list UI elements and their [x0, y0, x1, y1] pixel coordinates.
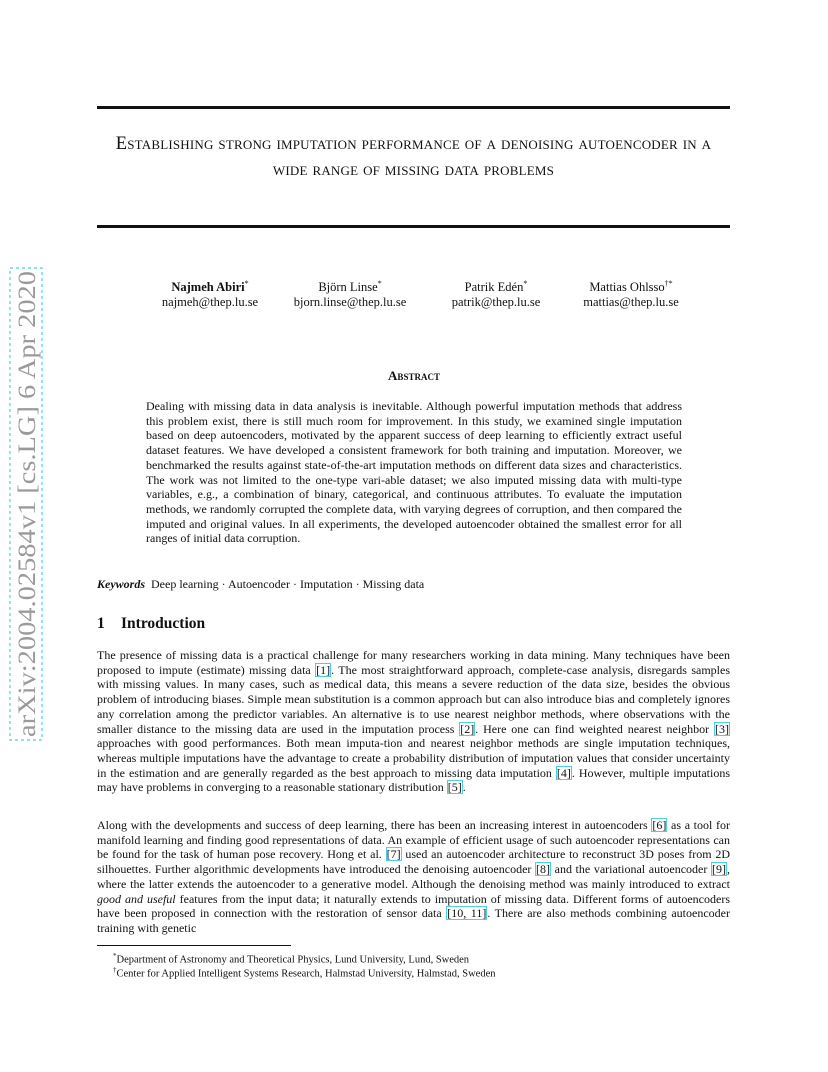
section-heading [97, 615, 205, 633]
paragraph-text: used an autoencoder architecture to reconstruct 3D poses from 2D silhouettes. Further algorithmic developments have introduced the denoising autoencoder [97, 847, 730, 877]
body-paragraph [97, 818, 730, 936]
body-paragraph [97, 648, 730, 795]
section-title: Introduction [121, 615, 206, 632]
author-affil-mark: †* [664, 279, 673, 288]
footnote-mark: * [113, 952, 117, 960]
author-2 [270, 276, 430, 310]
paragraph-text: , where the latter extends the autoencoder to a generative model. Although the denoising method was mainly introduced to extract [97, 862, 730, 891]
paragraph-text: features from the input data; it naturally extends to imputation of missing data. Different forms of autoencoders have been proposed in connection with the restoration of sensor data [97, 891, 730, 921]
author-email[interactable]: bjorn.linse@thep.lu.se [293, 295, 407, 310]
author-name: Björn Linse [318, 280, 378, 295]
arxiv-stamp[interactable] [6, 266, 46, 742]
author-1 [130, 276, 290, 310]
footnote-2 [113, 964, 496, 981]
footnote-text: Department of Astronomy and Theoretical Physics, Lund University, Lund, Sweden [116, 954, 470, 966]
keywords-text: Deep learning · Autoencoder · Imputation · Missing data [151, 577, 425, 591]
title-bottom-rule [97, 225, 730, 228]
citation-link[interactable]: [10, 11] [447, 906, 487, 921]
paper-title: Establishing strong imputation performance of a denoising autoencoder in a wide range of missing data problems [115, 134, 712, 180]
author-name: Mattias Ohlsso [589, 280, 665, 295]
keywords-label: Keywords [97, 577, 145, 591]
paragraph-text: approaches with good performances. Both mean imputa-tion and nearest neighbor methods are single imputation techniques, whereas multiple imputations have the advantage to create a probability distribution of imputation values that consider uncertainty in the estimation and are generally regarded as the best approach to missing data imputation [97, 736, 730, 780]
citation-link[interactable]: [4] [556, 765, 571, 780]
paragraph-text: as a tool for manifold learning and finding good representations of data. An example of efficient usage of such autoencoder representations can be found for the task of human pose recovery. Hong et al. [97, 818, 730, 862]
author-email[interactable]: patrik@thep.lu.se [451, 295, 541, 310]
author-affil-mark: * [523, 279, 528, 288]
author-name: Najmeh Abiri [171, 280, 245, 295]
footnote-mark: † [113, 966, 117, 974]
paragraph-text: Along with the developments and success of deep learning, there has been an increasing interest in autoencoders [97, 818, 652, 832]
citation-link[interactable]: [1] [316, 662, 331, 677]
citation-link[interactable]: [8] [536, 862, 551, 877]
author-email[interactable]: najmeh@thep.lu.se [161, 295, 259, 310]
paragraph-text: . However, multiple imputations may have problems in converging to a reasonable stationary distribution [97, 765, 730, 795]
paragraph-text: . The most straightforward approach, complete-case analysis, disregards samples with missing values. In many cases, such as medical data, this means a severe reduction of the data size, besides the obvious problem of introducing biases. Simple mean substitution is a common approach but can also introduce bias and completely ignores any correlation among the predictor variables. An alternative is to use nearest neighbor methods, where observations with the smaller distance to the missing data are used in the imputation process [97, 662, 730, 736]
citation-link[interactable]: [6] [652, 818, 667, 832]
author-affil-mark: * [377, 279, 382, 288]
keywords-line [97, 577, 730, 591]
author-name: Patrik Edén [464, 280, 524, 295]
author-affil-mark: * [244, 279, 249, 288]
paragraph-text: and the variational autoencoder [551, 862, 711, 877]
citation-link[interactable]: [9] [711, 862, 726, 877]
footnote-rule [97, 945, 291, 946]
paragraph-text: . There are also methods combining autoencoder training with genetic [97, 906, 730, 935]
citation-link[interactable]: [3] [715, 721, 729, 736]
abstract-heading: Abstract [388, 368, 440, 383]
paragraph-text: The presence of missing data is a practical challenge for many researchers working in data mining. Many techniques have been proposed to impute (estimate) missing data [97, 648, 730, 677]
title-top-rule [97, 106, 730, 109]
citation-link[interactable]: [7] [386, 847, 401, 862]
footnote-text: Center for Applied Intelligent Systems Research, Halmstad University, Halmstad, Sweden [116, 968, 496, 980]
emphasized-text: good and useful [97, 891, 176, 906]
citation-link[interactable]: [5] [447, 780, 462, 795]
abstract-text: Dealing with missing data in data analysis is inevitable. Although powerful imputation methods that address this problem exist, there is still much room for improvement. In this study, we examined single imputation based on deep autoencoders, motivated by the apparent success of deep learning to efficiently extract useful dataset features. We have developed a consistent framework for both training and imputation. Moreover, we benchmarked the results against state-of-the-art imputation methods on different data sizes and characteristics. The work was not limited to the one-type vari-able dataset; we also imputed missing data with multi-type variables, e.g., a combination of binary, categorical, and continuous attributes. To evaluate the imputation methods, we randomly corrupted the complete data, with varying degrees of corruption, and then compared the imputed and original values. In all experiments, the developed autoencoder obtained the smallest error for all ranges of initial data corruption. [146, 399, 682, 546]
author-4 [551, 276, 711, 310]
section-number: 1 [97, 615, 105, 632]
paragraph-text: . [462, 780, 466, 795]
paragraph-text: . Here one can find weighted nearest neighbor [475, 721, 714, 736]
citation-link[interactable]: [2] [460, 721, 475, 736]
arxiv-stamp-text: arXiv:2004.02584v1 [cs.LG] 6 Apr 2020 [14, 327, 41, 737]
author-email[interactable]: mattias@thep.lu.se [583, 295, 679, 310]
